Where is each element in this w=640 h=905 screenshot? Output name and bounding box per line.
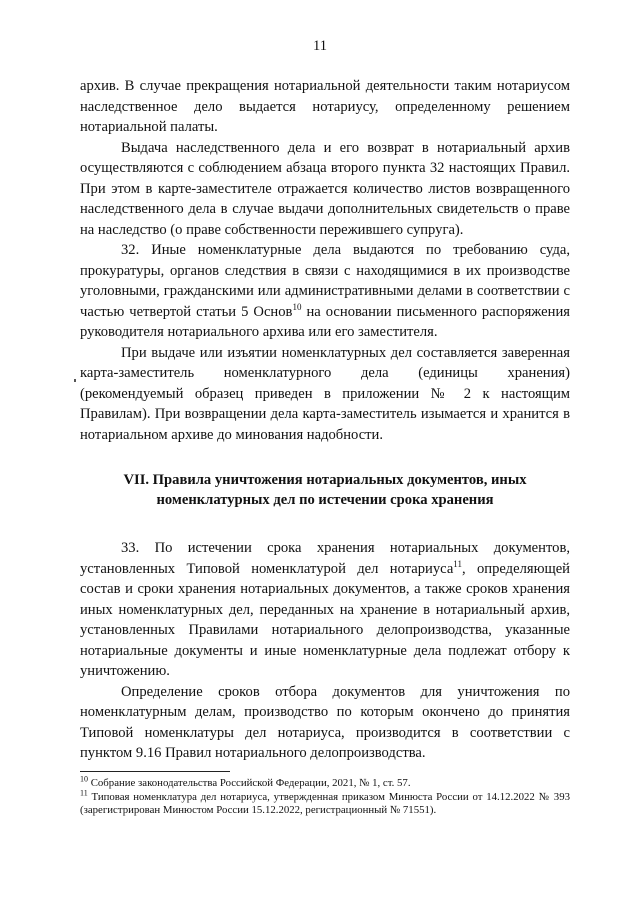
document-body [80,76,570,764]
section-heading-vii [80,470,570,510]
paragraph-point-32 [80,240,570,343]
footnote-ref-10[interactable]: 10 [292,301,302,312]
paragraph-substitute-card: При выдаче или изъятии номенклатурных дел составляется заверенная карта-заместитель номенклатурного дела (единицы хранения) (рекомендуемый образец приведен в приложении № 2 к настоящим Правилам). При возвращении дела карта-заместитель изымается и хранится в нотариальном архиве до минования надобности. [80,344,570,443]
footnote-number: 10 [80,774,88,784]
footnote-number: 11 [80,787,88,797]
paragraph-point-33-text-end: , определяющей состав и сроки хранения нотариальных документов, а также сроков хранения иных номенклатурных дел, переданных на хранение в нотариальный архив, установленных Правилами нотариального делопроизводства, указанные нотариальные документы и иные номенклатурные дела подлежат отбору к уничтожению. [80,560,570,679]
paragraph-archive-continuation: архив. В случае прекращения нотариальной деятельности таким нотариусом наследственное дело выдается нотариусу, определенному решением нотариальной палаты. [80,78,570,135]
footnote-text: Собрание законодательства Российской Федерации, 2021, № 1, ст. 57. [88,777,411,789]
paragraph-inheritance-case-return: Выдача наследственного дела и его возврат в нотариальный архив осуществляются с соблюдением абзаца второго пункта 32 настоящих Правил. При этом в карте-заместителе отражается количество листов возвращенного наследственного дела в случае выдачи дополнительных свидетельств о праве на наследство (о праве собственности пережившего супруга). [80,139,570,238]
footnote-ref-11[interactable]: 11 [453,558,462,569]
footnotes-section [80,771,570,818]
paragraph-point-33-text: 33. По истечении срока хранения нотариальных документов, установленных Типовой номенклатурой дел нотариуса [80,540,570,577]
section-heading-line-1: VII. Правила уничтожения нотариальных документов, иных [123,472,527,488]
paragraph-point-32-text-end: на основании письменного распоряжения руководителя нотариального архива или его заместителя. [80,303,570,340]
paragraph-point-33 [80,538,570,682]
footnote-11 [80,787,570,818]
footnote-text: Типовая номенклатура дел нотариуса, утвержденная приказом Минюста России от 14.12.2022 № 393 (зарегистрирован Минюстом России 15.12.2022, регистрационный № 71551). [80,790,570,816]
section-heading-line-2: номенклатурных дел по истечении срока хранения [156,492,494,508]
scan-speck [74,379,76,382]
footnote-divider [80,771,230,772]
paragraph-point-32-text: 32. Иные номенклатурные дела выдаются по требованию суда, прокуратуры, органов следствия в связи с находящимися в их производстве уголовными, гражданскими или административными делами в соответствии с частью четвертой статьи 5 Основ [80,242,570,320]
footnote-10 [80,774,570,791]
page-number: 11 [313,38,327,54]
paragraph-selection-terms: Определение сроков отбора документов для уничтожения по номенклатурным делам, производство по которым окончено до принятия Типовой номенклатуры дел нотариуса, производится в соответствии с пунктом 9.16 Правил нотариального делопроизводства. [80,683,570,761]
